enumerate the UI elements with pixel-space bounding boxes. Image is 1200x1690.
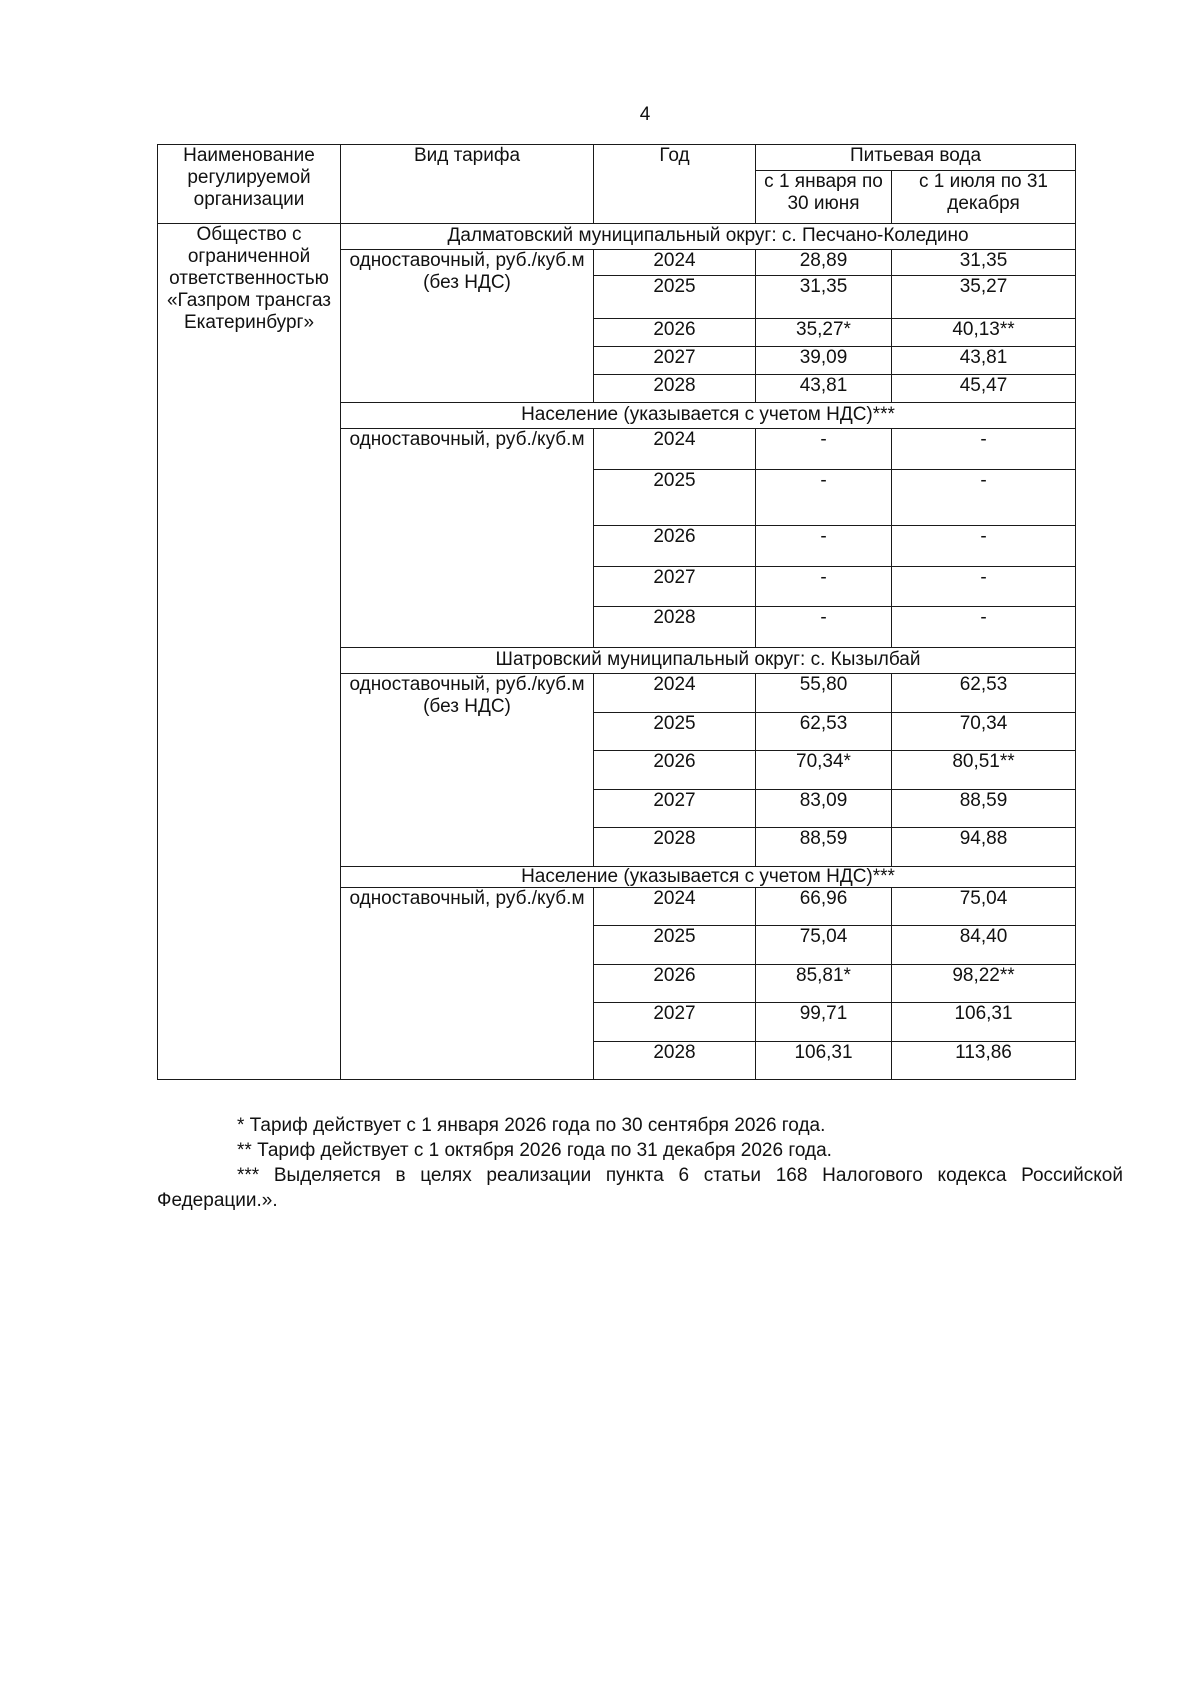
header-period-2: с 1 июля по 31 декабря bbox=[892, 171, 1076, 224]
value-h1: 39,09 bbox=[756, 347, 892, 375]
year-cell: 2027 bbox=[594, 347, 756, 375]
tariff-table bbox=[157, 144, 1076, 1080]
value-h1: 62,53 bbox=[756, 713, 892, 751]
value-h2: 35,27 bbox=[892, 276, 1076, 319]
year-cell: 2025 bbox=[594, 276, 756, 319]
value-h2: 45,47 bbox=[892, 375, 1076, 403]
year-cell: 2024 bbox=[594, 888, 756, 926]
value-h2: 88,59 bbox=[892, 790, 1076, 828]
value-h2: - bbox=[892, 607, 1076, 648]
tariff-type: одноставочный, руб./куб.м (без НДС) bbox=[341, 250, 594, 403]
value-h1: 99,71 bbox=[756, 1003, 892, 1042]
footnote-3-line-1: *** Выделяется в целях реализации пункта 6 статьи 168 Налогового кодекса Российской bbox=[237, 1165, 1123, 1186]
value-h2: 80,51** bbox=[892, 751, 1076, 790]
value-h2: 94,88 bbox=[892, 828, 1076, 867]
value-h2: 62,53 bbox=[892, 674, 1076, 713]
value-h1: - bbox=[756, 526, 892, 567]
footnote-2: ** Тариф действует с 1 октября 2026 года по 31 декабря 2026 года. bbox=[237, 1140, 832, 1161]
year-cell: 2024 bbox=[594, 250, 756, 276]
tariff-type: одноставочный, руб./куб.м (без НДС) bbox=[341, 674, 594, 867]
year-cell: 2026 bbox=[594, 319, 756, 347]
header-tariff-type: Вид тарифа bbox=[341, 145, 594, 224]
value-h1: 70,34* bbox=[756, 751, 892, 790]
value-h2: - bbox=[892, 526, 1076, 567]
value-h1: - bbox=[756, 567, 892, 607]
value-h2: 106,31 bbox=[892, 1003, 1076, 1042]
year-cell: 2027 bbox=[594, 790, 756, 828]
value-h2: - bbox=[892, 429, 1076, 470]
footnote-1: * Тариф действует с 1 января 2026 года по 30 сентября 2026 года. bbox=[237, 1115, 826, 1136]
section-title: Далматовский муниципальный округ: с. Песчано-Коледино bbox=[341, 224, 1076, 250]
value-h2: 70,34 bbox=[892, 713, 1076, 751]
section-title: Шатровский муниципальный округ: с. Кызылбай bbox=[341, 648, 1076, 674]
value-h1: 31,35 bbox=[756, 276, 892, 319]
year-cell: 2025 bbox=[594, 926, 756, 965]
value-h2: 75,04 bbox=[892, 888, 1076, 926]
organization-name: Общество с ограниченной ответственностью «Газпром трансгаз Екатеринбург» bbox=[158, 224, 341, 1080]
value-h1: 83,09 bbox=[756, 790, 892, 828]
tariff-type: одноставочный, руб./куб.м bbox=[341, 429, 594, 648]
section-title: Население (указывается с учетом НДС)*** bbox=[341, 867, 1076, 888]
year-cell: 2026 bbox=[594, 526, 756, 567]
tariff-type: одноставочный, руб./куб.м bbox=[341, 888, 594, 1080]
year-cell: 2025 bbox=[594, 713, 756, 751]
value-h2: 113,86 bbox=[892, 1042, 1076, 1080]
value-h1: 43,81 bbox=[756, 375, 892, 403]
value-h1: 35,27* bbox=[756, 319, 892, 347]
value-h2: 40,13** bbox=[892, 319, 1076, 347]
value-h2: - bbox=[892, 470, 1076, 526]
page-number: 4 bbox=[639, 104, 651, 125]
year-cell: 2028 bbox=[594, 607, 756, 648]
year-cell: 2028 bbox=[594, 375, 756, 403]
footnote-3-line-2: Федерации.». bbox=[157, 1190, 278, 1211]
value-h2: 31,35 bbox=[892, 250, 1076, 276]
year-cell: 2026 bbox=[594, 751, 756, 790]
year-cell: 2028 bbox=[594, 1042, 756, 1080]
year-cell: 2025 bbox=[594, 470, 756, 526]
value-h1: 106,31 bbox=[756, 1042, 892, 1080]
value-h2: 98,22** bbox=[892, 965, 1076, 1003]
value-h2: 84,40 bbox=[892, 926, 1076, 965]
year-cell: 2027 bbox=[594, 1003, 756, 1042]
year-cell: 2027 bbox=[594, 567, 756, 607]
value-h1: - bbox=[756, 607, 892, 648]
header-water-group: Питьевая вода bbox=[756, 145, 1076, 171]
value-h1: 75,04 bbox=[756, 926, 892, 965]
value-h2: 43,81 bbox=[892, 347, 1076, 375]
year-cell: 2024 bbox=[594, 429, 756, 470]
year-cell: 2024 bbox=[594, 674, 756, 713]
year-cell: 2028 bbox=[594, 828, 756, 867]
section-title: Население (указывается с учетом НДС)*** bbox=[341, 403, 1076, 429]
header-period-1: с 1 января по 30 июня bbox=[756, 171, 892, 224]
header-year: Год bbox=[594, 145, 756, 224]
value-h2: - bbox=[892, 567, 1076, 607]
value-h1: - bbox=[756, 470, 892, 526]
footnotes bbox=[157, 1113, 1123, 1213]
value-h1: 28,89 bbox=[756, 250, 892, 276]
value-h1: 55,80 bbox=[756, 674, 892, 713]
value-h1: - bbox=[756, 429, 892, 470]
value-h1: 88,59 bbox=[756, 828, 892, 867]
header-org: Наименование регулируемой организации bbox=[158, 145, 341, 224]
value-h1: 66,96 bbox=[756, 888, 892, 926]
year-cell: 2026 bbox=[594, 965, 756, 1003]
value-h1: 85,81* bbox=[756, 965, 892, 1003]
